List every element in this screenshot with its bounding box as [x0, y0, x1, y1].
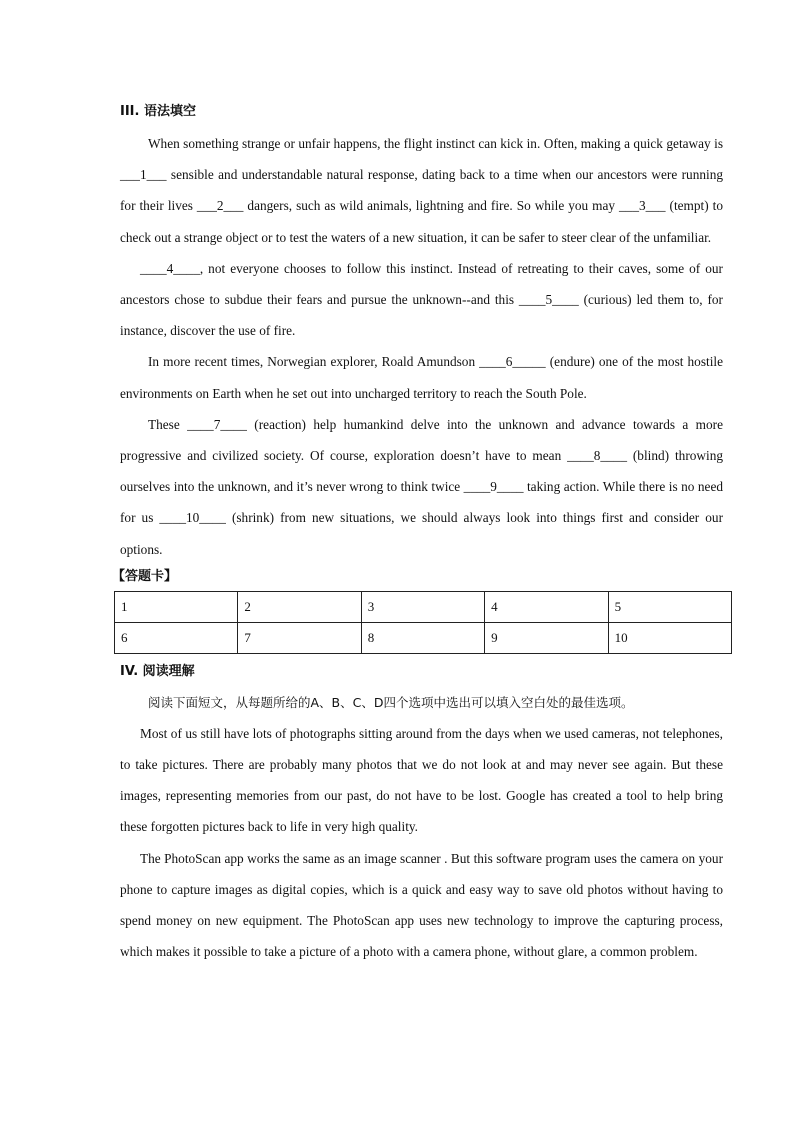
grammar-paragraph-1: When something strange or unfair happens, the flight instinct can kick in. Often, making a quick getaway is ___1___ sensible and understandable natural response, dating back to a time when our ancestors were running for their lives ___2___ dangers, such as wild animals, lightning and fire. So while you may ___3___ (tempt) to check out a strange object or to test the waters of a new situation, it can be safer to steer clear of the unfamiliar.: [120, 136, 723, 245]
answer-card-label: 【答题卡】: [112, 568, 178, 584]
answer-cell[interactable]: 5: [608, 591, 731, 622]
answer-cell[interactable]: 9: [485, 622, 608, 653]
table-row: [115, 591, 732, 622]
answer-card-table: [114, 591, 732, 654]
section-heading-reading: IV. 阅读理解: [120, 663, 195, 679]
answer-cell[interactable]: 10: [608, 622, 731, 653]
answer-cell[interactable]: 8: [361, 622, 484, 653]
answer-cell[interactable]: 1: [115, 591, 238, 622]
answer-cell[interactable]: 4: [485, 591, 608, 622]
answer-cell[interactable]: 7: [238, 622, 361, 653]
section-heading-grammar: III. 语法填空: [120, 104, 196, 119]
grammar-paragraph-4: These ____7____ (reaction) help humankind delve into the unknown and advance towards a more progressive and civilized society. Of course, exploration doesn’t have to mean ____8____ (blind) throwing ourselves into the unknown, and it’s never wrong to think twice ____9____ taking action. While there is no need for us ____10____ (shrink) from new situations, we should always look into things first and consider our options.: [120, 416, 723, 557]
grammar-paragraph-2: ____4____, not everyone chooses to follow this instinct. Instead of retreating to their caves, some of our ancestors chose to subdue their fears and pursue the unknown--and this ____5____ (curious) led them to, for instance, discover the use of fire.: [120, 260, 723, 339]
table-row: [115, 622, 732, 653]
answer-cell[interactable]: 6: [115, 622, 238, 653]
reading-instruction: 阅读下面短文，从每题所给的A、B、C、D四个选项中选出可以填入空白处的最佳选项。: [148, 694, 634, 710]
answer-cell[interactable]: 2: [238, 591, 361, 622]
page-content: [112, 100, 723, 967]
answer-cell[interactable]: 3: [361, 591, 484, 622]
reading-paragraph-2: The PhotoScan app works the same as an image scanner . But this software program uses the camera on your phone to capture images as digital copies, which is a quick and easy way to save old photos without having to spend money on new equipment. The PhotoScan app uses new technology to improve the capturing process, which makes it possible to take a picture of a photo with a camera phone, without glare, a common problem.: [120, 850, 723, 960]
reading-paragraph-1: Most of us still have lots of photographs sitting around from the days when we used cameras, not telephones, to take pictures. There are probably many photos that we do not look at and may never see again. But these images, representing memories from our past, do not have to be lost. Google has created a tool to help bring these forgotten pictures back to life in very high quality.: [120, 725, 723, 835]
grammar-paragraph-3: In more recent times, Norwegian explorer, Roald Amundson ____6_____ (endure) one of the most hostile environments on Earth when he set out into uncharged territory to reach the South Pole.: [120, 354, 723, 401]
